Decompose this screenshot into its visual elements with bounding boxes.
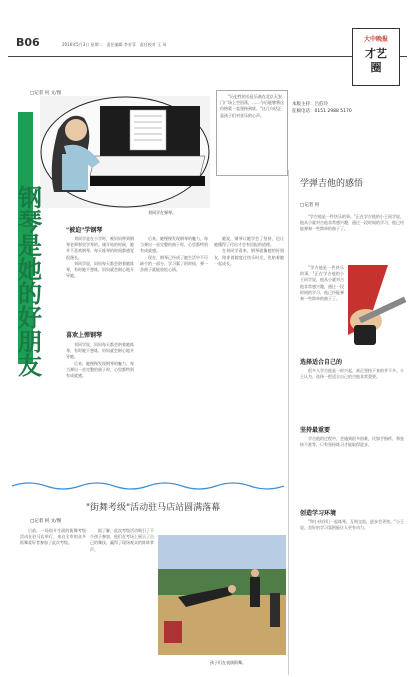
story2-author: □记者 何 文/图: [30, 519, 62, 524]
story1-column: [66, 342, 134, 462]
story2-headline: "街舞考级"活动驻马店站圆满落幕: [85, 503, 221, 513]
story1-headline: [18, 183, 50, 380]
paragraph: 刘同学说，妈妈每天都会陪着她练琴，有时她不想练，妈妈就会耐心地开导她。: [66, 342, 134, 360]
photo-caption: 孩子们在表演街舞。: [210, 660, 246, 665]
piano-photo: [40, 96, 210, 208]
headline-char: 钢: [18, 183, 42, 212]
subhead-loving: 喜欢上弹钢琴: [66, 332, 103, 339]
wave-divider: [12, 480, 284, 492]
paragraph: 学吉他的过程中，会遇到很多困难，比如手指疼、和弦按不准等，只有坚持练习才能取得进步。: [300, 436, 404, 448]
section-title-line: 圈: [370, 61, 382, 74]
story3-column: [300, 519, 404, 669]
header-rule: [8, 56, 407, 57]
story3-intro: [300, 214, 404, 264]
subhead-environment: 创造学习环境: [300, 510, 337, 517]
paragraph: 她说，钢琴让她学会了坚持，也让她懂得了付出才会有回报的道理。: [214, 236, 284, 248]
story1-author: □记者 何 文/图: [30, 91, 62, 96]
paragraph: 日前，一场别开生面的街舞考级活动在驻马店举行，来自全市的众多街舞爱好者参加了此次考级。: [20, 528, 86, 546]
section-title-line: 才艺: [365, 47, 387, 60]
story1-column: [214, 236, 284, 462]
headline-char: 是: [18, 231, 42, 260]
section-badge: [352, 28, 400, 86]
subhead-forced: "被迫"学钢琴: [66, 227, 103, 234]
paragraph: "学吉他是一件快乐的事。"正在学吉他的小王同学说，他从小就对吉他非常感兴趣，通过一段时间的学习，他已经能弹奏一些简单的曲子了。: [300, 265, 344, 302]
editor-line: 本版主持：吕伯玲: [292, 102, 328, 107]
pull-quote-text: "历史性的长征乐曲在北京天安门广场上空回荡，……今后能够将这份热爱一直坚持到底。"这几句话正是孩子们对音乐的心声。: [220, 94, 284, 118]
guitar-photo: [348, 265, 410, 357]
paragraph: "和小伙伴们一起练琴，互相交流，进步会更快。"小王说，良好的学习氛围能让人更有动力。: [300, 519, 404, 531]
story2-column: [20, 528, 86, 668]
headline-char: 朋: [18, 327, 42, 356]
paragraph: "学吉他是一件快乐的事。"正在学吉他的小王同学说，他从小就对吉他非常感兴趣，通过一段时间的学习，他已经能弹奏一些简单的曲子了。: [300, 214, 404, 232]
headline-char: 琴: [18, 207, 42, 236]
headline-char: 好: [18, 303, 42, 332]
story3-author: □记者 何: [300, 203, 320, 208]
subhead-persist: 坚持最重要: [300, 427, 331, 434]
story3-column: [300, 368, 404, 412]
paragraph: 后来，她慢慢发现钢琴的魅力，每当弹出一首完整的曲子时，心里都特别有成就感。: [140, 236, 208, 254]
photo-caption: 刘同学在弹琴。: [148, 210, 176, 215]
issue-meta: 2016年5月3日 星期二 责任编辑 李芳菲 责任校对 王 珂: [62, 42, 167, 47]
subhead-choose: 选择适合自己的: [300, 359, 343, 366]
story1-column: [66, 236, 134, 336]
pull-quote: [216, 90, 288, 176]
story1-column: [140, 236, 208, 462]
paragraph: 现在，钢琴已经成了她生活中不可缺少的一部分，学习累了的时候，弹一首曲子就能放松心情。: [140, 254, 208, 273]
brand-logo: 大中晚报: [363, 36, 388, 43]
section-title: [356, 47, 396, 75]
story3-intro: [300, 265, 344, 355]
paragraph: 在刘同学看来，钢琴就像她的好朋友，陪伴着她度过快乐时光，也陪着她一起成长。: [214, 248, 284, 266]
page-header: [8, 36, 407, 52]
headline-char: 的: [18, 279, 42, 308]
headline-char: 友: [18, 351, 42, 380]
dance-photo: [158, 535, 286, 655]
editor-note: [292, 101, 410, 127]
paragraph: 刘同学是在小学时，被妈妈带到钢琴老师那里学琴的。刚开始的时候，她并不喜欢钢琴，每天练琴的时间都感觉很漫长。: [66, 236, 134, 260]
headline-char: 她: [18, 255, 42, 284]
story3-column: [300, 436, 404, 504]
page-number: B06: [16, 36, 40, 49]
paragraph: 很多人学吉他是一时兴起，真正坚持下来的并不多。小王认为，选择一把适合自己的吉他非常重要。: [300, 368, 404, 380]
paragraph: 后来，她慢慢发现钢琴的魅力，每当弹出一首完整的曲子时，心里都特别有成就感。: [66, 360, 134, 379]
column-divider: [288, 170, 289, 675]
paragraph: 据了解，此次考级活动吸引了不少孩子参加，他们在考场上展示了自己的舞技，赢得了现场观众的阵阵掌声。: [90, 528, 154, 552]
paragraph: 刘同学说，妈妈每天都会陪着她练琴，有时她不想练，妈妈就会耐心地开导她。: [66, 260, 134, 279]
story3-headline: 学弹吉他的感悟: [300, 179, 364, 189]
editor-line: 征稿电话：0151 2988 5170: [292, 109, 352, 114]
story2-column: [90, 528, 154, 668]
